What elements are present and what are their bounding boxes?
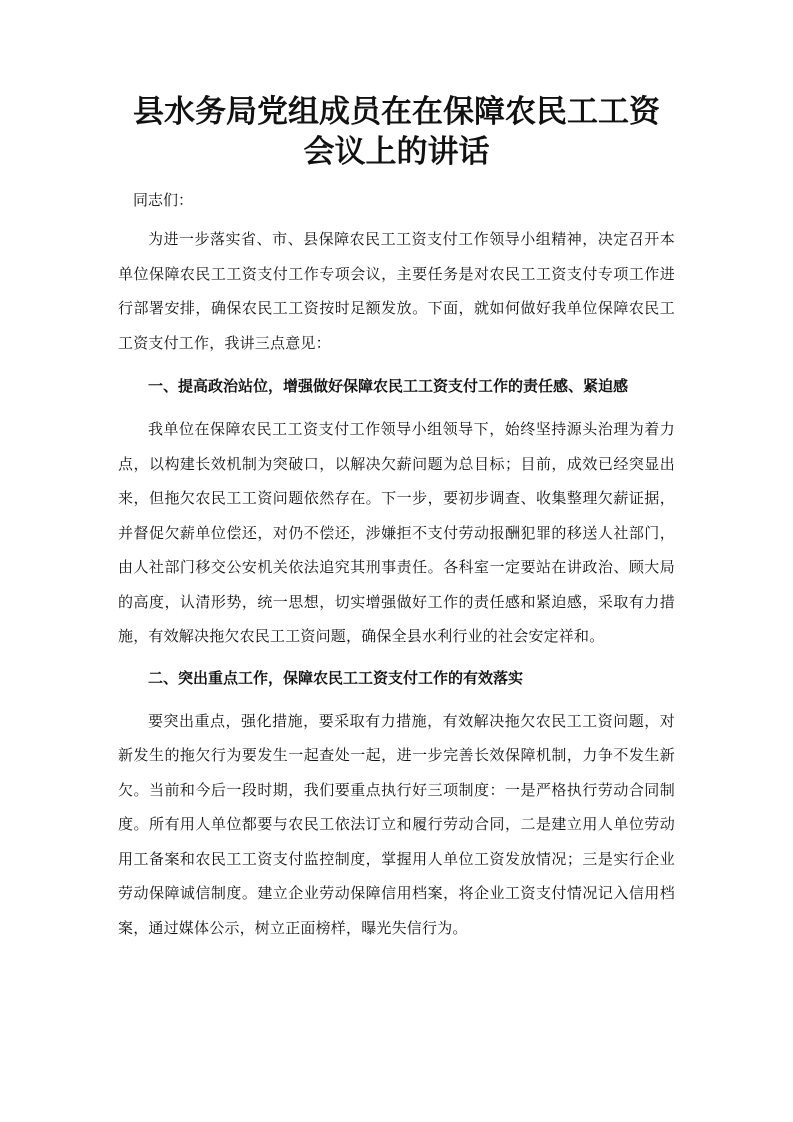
document-title: 县水务局党组成员在在保障农民工工资会议上的讲话 xyxy=(133,94,660,170)
section-2-heading: 二、突出重点工作，保障农民工工资支付工作的有效落实 xyxy=(148,668,524,687)
section-2-body: 要突出重点，强化措施，要采取有力措施，有效解决拖欠农民工工资问题，对新发生的拖欠行为要发生一起查处一起，进一步完善长效保障机制，力争不发生新欠。当前和今后一段时期，我们要重点执行好三项制度：一是严格执行劳动合同制度。所有用人单位都要与农民工依法订立和履行劳动合同，二是建立用人单位劳动用工备案和农民工工资支付监控制度，掌握用人单位工资发放情况；三是实行企业劳动保障诚信制度。建立企业劳动保障信用档案，将企业工资支付情况记入信用档案，通过媒体公示，树立正面榜样，曝光失信行为。 xyxy=(118,711,675,937)
section-1-body: 我单位在保障农民工工资支付工作领导小组领导下，始终坚持源头治理为着力点，以构建长效机制为突破口，以解决欠薪问题为总目标；目前，成效已经突显出来，但拖欠农民工工资问题依然存在。下一步，要初步调查、收集整理欠薪证据，并督促欠薪单位偿还，对仍不偿还，涉嫌拒不支付劳动报酬犯罪的移送人社部门，由人社部门移交公安机关依法追究其刑事责任。各科室一定要站在讲政治、顾大局的高度，认清形势，统一思想，切实增强做好工作的责任感和紧迫感，采取有力措施，有效解决拖欠农民工工资问题，确保全县水利行业的社会安定祥和。 xyxy=(118,420,675,645)
section-1-heading: 一、提高政治站位，增强做好保障农民工工资支付工作的责任感、紧迫感 xyxy=(148,377,629,395)
salutation: 同志们： xyxy=(133,191,194,209)
intro-paragraph: 为进一步落实省、市、县保障农民工工资支付工作领导小组精神，决定召开本单位保障农民工工资支付工作专项会议，主要任务是对农民工工资支付专项工作进行部署安排，确保农民工工资按时足额发放。下面，就如何做好我单位保障农民工工资支付工作，我讲三点意见： xyxy=(118,230,675,352)
